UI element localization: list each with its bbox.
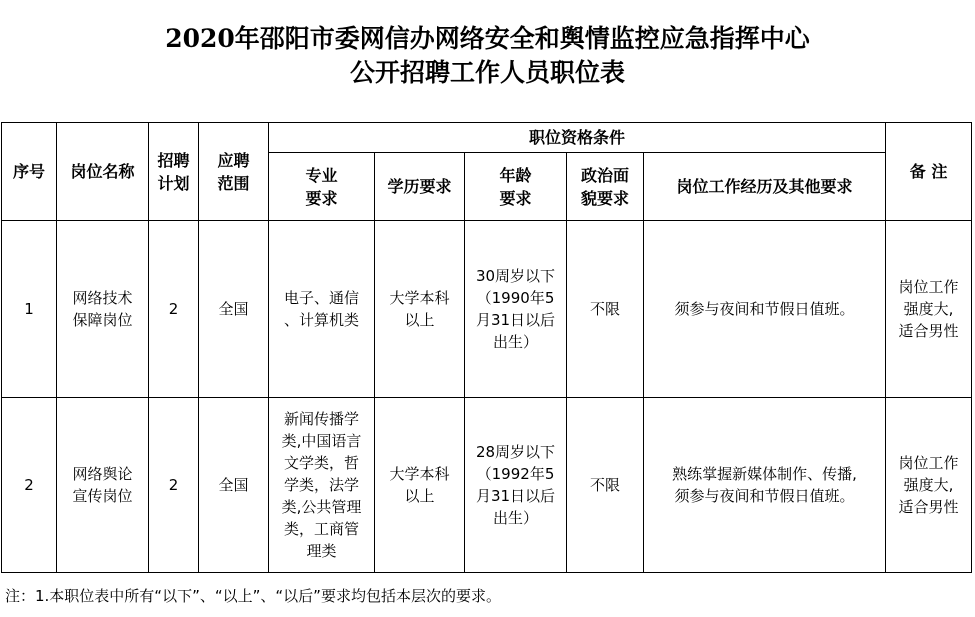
header-position: 岗位名称	[57, 123, 149, 221]
cell-experience: 熟练掌握新媒体制作、传播, 须参与夜间和节假日值班。	[644, 398, 886, 573]
title-line-2: 公开招聘工作人员职位表	[349, 58, 625, 87]
table-row	[2, 398, 972, 573]
header-seq: 序号	[2, 123, 57, 221]
header-age: 年龄 要求	[465, 153, 567, 221]
cell-age: 28周岁以下 （1992年5 月31日以后 出生）	[465, 398, 567, 573]
job-table	[1, 122, 972, 573]
header-education: 学历要求	[375, 153, 465, 221]
cell-major: 电子、通信 、计算机类	[269, 221, 375, 398]
header-row-1	[2, 123, 972, 153]
header-remarks: 备 注	[886, 123, 972, 221]
cell-experience: 须参与夜间和节假日值班。	[644, 221, 886, 398]
document-title	[0, 22, 975, 90]
cell-remarks: 岗位工作 强度大, 适合男性	[886, 398, 972, 573]
header-experience: 岗位工作经历及其他要求	[644, 153, 886, 221]
cell-seq: 1	[2, 221, 57, 398]
cell-quota: 2	[149, 221, 199, 398]
header-scope: 应聘 范围	[199, 123, 269, 221]
cell-age: 30周岁以下 （1990年5 月31日以后 出生）	[465, 221, 567, 398]
cell-education: 大学本科 以上	[375, 221, 465, 398]
header-qualifications: 职位资格条件	[269, 123, 886, 153]
footnote: 注：1.本职位表中所有“以下”、“以上”、“以后”要求均包括本层次的要求。	[5, 587, 501, 605]
header-quota: 招聘 计划	[149, 123, 199, 221]
cell-scope: 全国	[199, 221, 269, 398]
cell-position: 网络技术 保障岗位	[57, 221, 149, 398]
table-row	[2, 221, 972, 398]
cell-political: 不限	[567, 221, 644, 398]
cell-position: 网络舆论 宣传岗位	[57, 398, 149, 573]
header-political: 政治面 貌要求	[567, 153, 644, 221]
title-line-1: 2020年邵阳市委网信办网络安全和舆情监控应急指挥中心	[165, 24, 810, 53]
cell-seq: 2	[2, 398, 57, 573]
cell-remarks: 岗位工作 强度大, 适合男性	[886, 221, 972, 398]
cell-quota: 2	[149, 398, 199, 573]
cell-political: 不限	[567, 398, 644, 573]
cell-scope: 全国	[199, 398, 269, 573]
header-major: 专业 要求	[269, 153, 375, 221]
cell-major: 新闻传播学 类,中国语言 文学类，哲 学类，法学 类,公共管理 类，工商管 理类	[269, 398, 375, 573]
cell-education: 大学本科 以上	[375, 398, 465, 573]
